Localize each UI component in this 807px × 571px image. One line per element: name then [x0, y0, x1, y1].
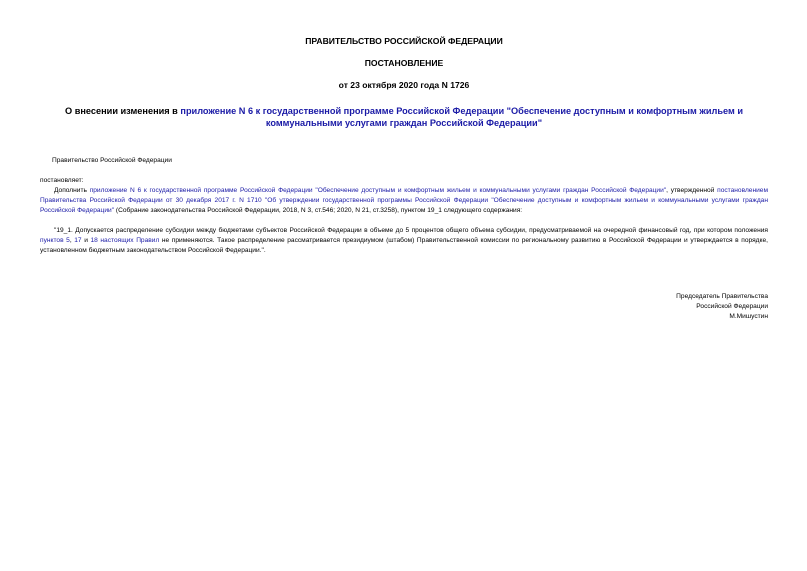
amend-mid: , утвержденной — [666, 187, 718, 194]
amendment-paragraph — [40, 186, 768, 215]
date-number-heading: от 23 октября 2020 года N 1726 — [338, 80, 470, 90]
signature-org: Российской Федерации — [696, 302, 768, 310]
amend-appendix-link[interactable]: приложение N 6 к государственной программе Российской Федерации "Обеспечение доступным и комфортным жильем и коммунальными услугами граждан Российской Федерации" — [89, 187, 667, 194]
subject-prefix: О внесении изменения в — [65, 106, 181, 116]
signature-title: Председатель Правительства — [676, 293, 768, 300]
clause-17-link[interactable]: 17 — [74, 236, 82, 244]
government-name: Правительство Российской Федерации — [52, 157, 172, 164]
government-heading: ПРАВИТЕЛЬСТВО РОССИЙСКОЙ ФЕДЕРАЦИИ — [305, 36, 503, 46]
amend-suffix: (Собрание законодательства Российской Федерации, 2018, N 3, ст.546; 2020, N 21, ст.3258), пунктом 19_1 следующего содержания: — [114, 206, 523, 214]
signature-name: М.Мишустин — [729, 312, 768, 320]
signature-block — [676, 292, 768, 321]
quote-part2: не применяются. Такое распределение рассматривается президиумом (штабом) Правительственной комиссии по региональному развитию в Российской Федерации и утверждается в порядке, установленном бюджетным законодательством Российской Федерации.". — [40, 236, 768, 254]
clause-18-link[interactable]: 18 настоящих Правил — [90, 236, 160, 244]
document-subject — [40, 106, 768, 129]
amend-prefix: Дополнить — [54, 187, 90, 194]
subject-link[interactable]: приложение N 6 к государственной программе Российской Федерации "Обеспечение доступным и комфортным жильем и коммунальными услугами граждан Российской Федерации" — [180, 106, 743, 128]
quote-and: и — [81, 236, 91, 244]
quote-part1: "19_1. Допускается распределение субсидии между бюджетами субъектов Российской Федерации в объеме до 5 процентов общего объема субсидии, предусматриваемой на очередной финансовый год, при котором положения — [54, 227, 768, 234]
quote-comma: , — [69, 236, 75, 244]
clause-5-link[interactable]: пунктов 5 — [40, 236, 70, 244]
quote-paragraph — [40, 226, 768, 255]
amend-decree-link[interactable]: постановлением Правительства Российской Федерации от 30 декабря 2017 г. N 1710 "Об утверждении государственной программы Российской Федерации "Обеспечение доступным и комфортным жильем и коммунальными услугами граждан Российской Федерации" — [40, 187, 768, 214]
document-type-heading: ПОСТАНОВЛЕНИЕ — [364, 58, 444, 68]
document-page — [40, 36, 768, 320]
resolves-word: постановляет: — [40, 177, 84, 184]
